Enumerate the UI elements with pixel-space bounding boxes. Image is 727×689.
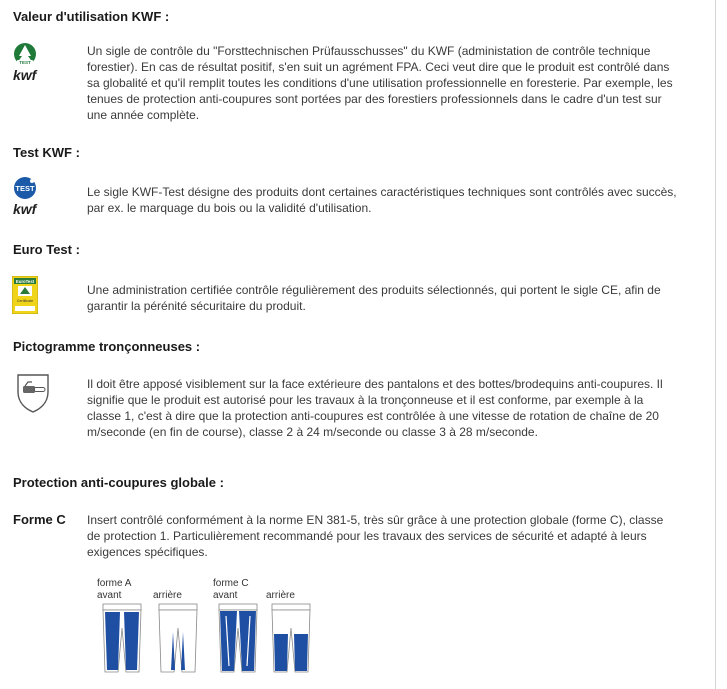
- right-border: [715, 0, 716, 689]
- pants-caption-2: avant: [97, 590, 122, 601]
- pants-forme-a-back-icon: [153, 602, 203, 674]
- heading-kwf-value: Valeur d'utilisation KWF :: [13, 9, 170, 24]
- euro-test-text: Une administration certifiée contrôle régulièrement des produits sélectionnés, qui portent le sigle CE, afin de garantir la pérénité sécuritaire du produit.: [87, 283, 661, 313]
- pants-caption-4: arrière: [153, 590, 182, 601]
- pants-caption-5: forme C: [213, 578, 249, 589]
- kwf-test-text: Le sigle KWF-Test désigne des produits dont certaines caractéristiques techniques sont contrôlés avec succès, par ex. le marquage du bois ou la validité d'utilisation.: [87, 185, 677, 215]
- pants-caption-6: avant: [213, 590, 238, 601]
- euro-test-logo-icon: [12, 276, 38, 319]
- heading-chainsaw: Pictogramme tronçonneuses :: [13, 339, 201, 354]
- pants-forme-c-back: [266, 578, 326, 678]
- heading-euro-test: Euro Test :: [13, 242, 80, 257]
- svg-text:kwf: kwf: [13, 67, 37, 83]
- forme-c-text: Insert contrôlé conformément à la norme EN 381-5, très sûr grâce à une protection globale (forme C), classe de protection 1. Particulièrement recommandé pour les travaux des services de sécurité et adapté à leurs exigences spécifiques.: [87, 513, 664, 559]
- svg-text:EuroTest: EuroTest: [15, 278, 35, 284]
- kwf-value-text: Un sigle de contrôle du "Forsttechnischen Prüfausschusses" du KWF (administation de contrôle technique forestier). En cas de résultat positif, s'en suit un agrément FPA. Ceci veut dire que le produit est contrôlé dans sa globalité et qu'il remplit toutes les conditions d'une utilisation professionnelle en foresterie. Par exemple, les tenues de protection anti-coupures sont portées par des forestiers professionnels dans le cadre d'un test sur une année complète.: [87, 44, 673, 122]
- pants-forme-a-front: [97, 578, 157, 678]
- svg-text:kwf: kwf: [13, 201, 37, 217]
- pants-forme-a-front-icon: [97, 602, 147, 674]
- pants-caption-7: [266, 578, 326, 590]
- pants-forme-c-back-icon: [266, 602, 316, 674]
- kwf-tree-logo-icon: [10, 42, 44, 89]
- chainsaw-text: Il doit être apposé visiblement sur la face extérieure des pantalons et des bottes/brodequins anti-coupures. Il signifie que le produit est autorisé pour les travaux à la tronçonneuse et il est conforme, par exemple à la classe 1, c'est à dire que la protection anti-coupures est contrôlée à une vitesse de rotation de chaîne de 20 m/seconde (en fin de course), classe 2 à 24 m/seconde ou classe 3 à 28 m/seconde.: [87, 377, 663, 439]
- pants-forme-c-front: [213, 578, 273, 678]
- pants-forme-a-back: [153, 578, 213, 678]
- pants-caption-3: [153, 578, 213, 590]
- svg-text:Certificate: Certificate: [16, 299, 34, 303]
- kwf-test-logo-icon: [10, 176, 44, 223]
- pants-forme-c-front-icon: [213, 602, 263, 674]
- svg-text:TEST: TEST: [15, 184, 35, 193]
- heading-kwf-test: Test KWF :: [13, 145, 80, 160]
- heading-global-protection: Protection anti-coupures globale :: [13, 475, 224, 490]
- svg-text:TEST: TEST: [19, 60, 31, 66]
- pants-caption-1: forme A: [97, 578, 132, 589]
- chainsaw-shield-icon: [15, 372, 51, 419]
- pants-caption-8: arrière: [266, 590, 295, 601]
- forme-c-label: Forme C: [13, 512, 66, 527]
